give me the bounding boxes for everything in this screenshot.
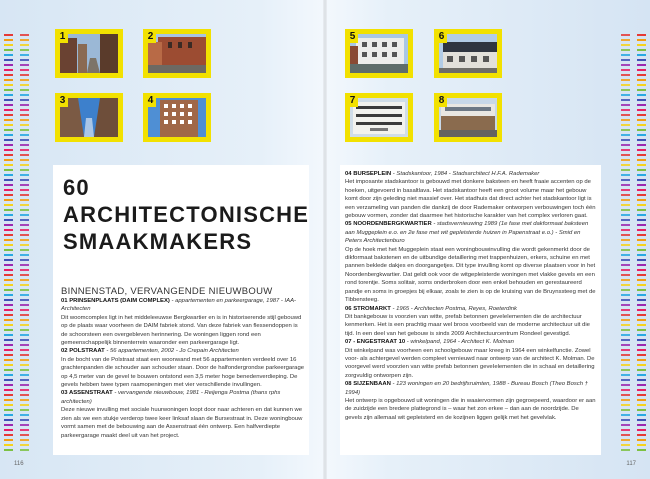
entry-meta: - appartementen en parkeergarage, 1987 - IAA-Architecten: [61, 298, 296, 313]
entry-meta: - 123 woningen en 20 bedrijfsruimten, 1988 - Bureau Bosch (Theo Bosch † 1994): [345, 381, 588, 396]
photo-number: 4: [145, 95, 156, 107]
title-number: 60: [63, 175, 90, 200]
photo-number: 5: [347, 31, 358, 43]
entry-heading: 06 STROMARKT: [345, 305, 391, 312]
color-stripes-left-outer: [4, 34, 13, 454]
entry: [345, 305, 597, 339]
page-gutter: [323, 0, 327, 479]
entry: [345, 220, 597, 304]
photo-6: [434, 29, 502, 78]
entry-text: Dit bankgebouw is voorzien van witte, prefab betonnen geveleIementen die de architectuur kenmerken. Het is een prachtig maar wel broos voorbeeld van de moderne architectuur uit die tijd. In een deel van het gebouw is sinds 2009 Architectuurcentrum Rondeel gevestigd.: [345, 313, 590, 337]
entry-heading: 01 PRINSENPLAATS (DAIM COMPLEX): [61, 298, 170, 304]
entry-text: Op de hoek met het Muggeplein staat een woningbouwinvulling die wordt gekenmerkt door de dikformaat bakstenen en de uitbundige detaillering met trappenhuizen, erkers, schuine en met pannen beklede dakjes en doorgangetjes. Dit type invulling komt op diverse plaatsen voor in het Noordenbergkwartier. Dat geldt ook voor de witgepleisterde woningen met vlakke gevels en een rond torentje. Soms solitair, soms onderbroken door een enkel behouden en gerestaureerd pandje en soms in groepjes bij elkaar, zoals te zien is op de kruising van de Bruynssteeg met de Tibbensteeg.: [345, 246, 596, 304]
tall-building-image: [148, 98, 206, 137]
right-body-text: [345, 170, 597, 422]
photo-7: [345, 93, 413, 142]
entry-heading: 02 POLSTRAAT: [61, 348, 105, 355]
entry: [345, 380, 597, 422]
photo-3: [55, 93, 123, 142]
entry-meta: - 56 appartementen, 2002 - Jo Crepain Architecten: [104, 348, 239, 355]
entry-meta: - winkelpand, 1964 - Architect K. Molman: [405, 339, 514, 346]
entry: [345, 170, 597, 220]
color-stripes-right-outer: [637, 34, 646, 454]
title-line: ARCHITECTONISCHE: [63, 202, 310, 227]
photo-number: 1: [57, 31, 68, 43]
entry-heading: 05 NOORDENBERGKWARTIER: [345, 221, 432, 228]
photo-1: [55, 29, 123, 78]
entry-text: Deze nieuwe invulling met sociale huurwoningen loopt door naar achteren en dat kunnen we zien als we een stukje verderop twee keer linksaf slaan de Bursestraat in. Deze woningbouw vormt samen met de bebouwing aan de Assenstraat één ontwerp. Een halfverdiepte parkeergarage maakt deel uit van het project.: [61, 407, 303, 439]
page-number-left: 116: [14, 461, 24, 467]
entry: [61, 347, 305, 389]
page-number-right: 117: [626, 461, 636, 467]
entry: [61, 297, 305, 347]
title-line: SMAAKMAKERS: [63, 229, 253, 254]
entry: [345, 338, 597, 380]
canal-apartments-image: [350, 34, 408, 73]
page-title: [63, 174, 309, 255]
photo-number: 3: [57, 95, 68, 107]
right-text-card: [340, 165, 601, 455]
photo-2: [143, 29, 211, 78]
left-text-card: [53, 165, 309, 455]
left-body-text: [61, 297, 305, 440]
entry-text: Dit winkelpand was voorheen een schoolgebouw maar kreeg in 1964 een winkelfunctie. Zowel voor- als achtergevel werden compleet vernieuwd naar ontwerp van de architect K. Molman. De voorgevel werd voorzien van witte prefab betonnen geveIelementen die in schaal en detaillering zorgvuldig ontworpen zijn.: [345, 347, 595, 379]
photo-number: 6: [436, 31, 447, 43]
white-office-image: [350, 98, 408, 137]
entry-text: In de bocht van de Polstraat staat een woonwand met 56 appartementen verdeeld over 16 grachtenpanden die schouder aan schouder staan. Door de halfondergrondse parkeergarage op 4,5 meter van de gevel te bouwen ontstond een 3,5 meter hoge benedenverdieping. De gevels hebben twee typen raamopeningen met vier verschillende invullingen.: [61, 356, 304, 389]
modern-block-image: [439, 34, 497, 73]
entry-text: Het ontwerp is opgebouwd uit woningen die in waaiervormen zijn gegroepeerd, waardoor er aan de zuidzijde een bredere plattegrond is – waar het zon erkee – dan aan de noordzijde. De gevels zijn allemaal wit gepleisterd en de kozijnen liggen gelijk met het gevelvlak.: [345, 397, 596, 421]
upward-view-image: [60, 98, 118, 137]
entry-heading: 03 ASSENSTRAAT: [61, 390, 113, 397]
photo-number: 8: [436, 95, 447, 107]
entry-meta: - vervangende nieuwbouw, 1981 - Reijenga Postma (thans rphs architecten): [61, 390, 281, 405]
photo-number: 7: [347, 95, 358, 107]
wood-clad-building-image: [439, 98, 497, 137]
entry-meta: - stadsvernieuwing 1989 (1e fase met dakformaat baksteen aan Muggeplein e.o. en 2e fase met wit gepleisterde huizen in Papenstraat e.o.) - Smid en Peters Architectenburo: [345, 221, 589, 245]
entry-meta: - Stadskantoor, 1984 - Stadsarchitect H.F.A. Rademaker: [391, 171, 540, 177]
entry-heading: 08 SIJZENBAAN: [345, 381, 391, 388]
street-image: [60, 34, 118, 73]
entry-meta: - 1965 - Architecten Postma, Reyes, Roeterdink: [390, 305, 517, 312]
color-stripes-right-inner: [621, 34, 630, 454]
photo-number: 2: [145, 31, 156, 43]
color-stripes-left-inner: [20, 34, 29, 454]
photo-5: [345, 29, 413, 78]
entry-text: Dit woomcomplex ligt in het middeleeuwse Bergkwartier en is in historiserende stijl gebouwd op de plaats waar voorheen de DAIM fabriek stond. Van deze fabriek van flessendoppen is de schoorsteen een overgebleven herinnering. De woningen liggen rond een gemeenschappelijk binnenterrein waaronder een parkeergarage ligt.: [61, 314, 302, 347]
photo-4: [143, 93, 211, 142]
photo-8: [434, 93, 502, 142]
entry-text: Het imposante stadskantoor is gebouwd met donkere baksteen en heeft fraaie accenten op de hoeken, uitgevoerd in basaltlava. Het stadskantoor heeft een groot volume maar het gebouw komt door zijn geleding niet massief over. Het stadhuis dat direct achter het stadskantoor ligt is een verzameling van panden die dankzij de door Rademaker ontworpen verbouwingen toch één gebouw vormen, zonder dat daarmee het historische karakter van het complex verloren gaat.: [345, 179, 596, 220]
entry-heading: 07 - ENGESTRAAT 10: [345, 339, 406, 346]
section-subhead: BINNENSTAD, VERVANGENDE NIEUWBOUW: [61, 286, 273, 297]
entry-heading: 04 BURSEPLEIN: [345, 171, 392, 177]
row-houses-image: [148, 34, 206, 73]
entry: [61, 389, 305, 439]
